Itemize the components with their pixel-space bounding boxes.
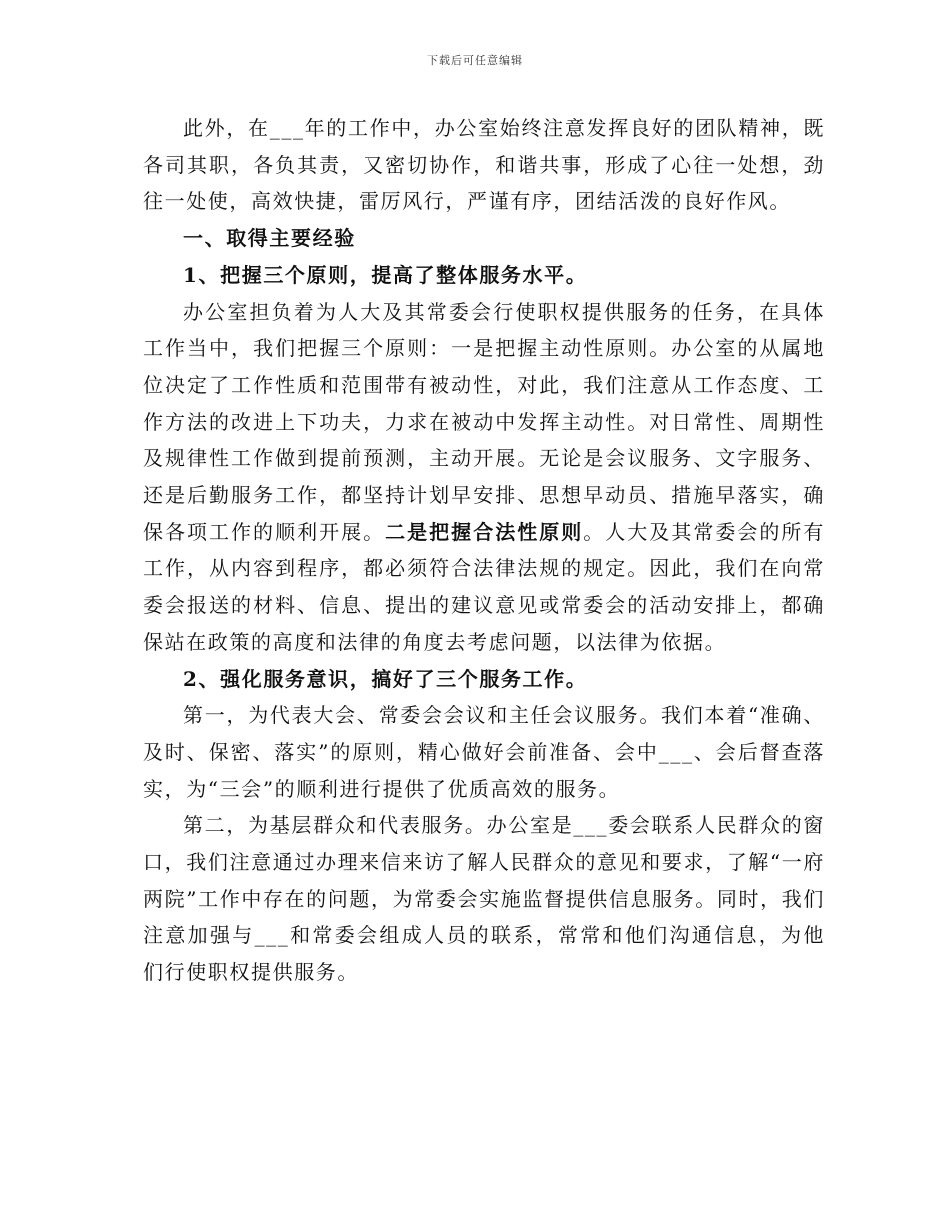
section-heading-experience: 一、取得主要经验	[183, 226, 356, 251]
principles-bold-legality: 二是把握合法性原则	[385, 519, 584, 544]
subheading-service-awareness: 2、强化服务意识，搞好了三个服务工作。	[183, 666, 588, 691]
principles-text-part2: 。人大及其常委会的所有工作，从内容到程序，都必须符合法律法规的规定。因此，我们在向常委会报送的材料、信息、提出的建议意见或常委会的活动安排上，都确保站在政策的高度和法律的角度去考虑问题，以法律为依据。	[143, 519, 825, 654]
paragraph-public-service: 第二，为基层群众和代表服务。办公室是___委会联系人民群众的窗口，我们注意通过办理来信来访了解人民群众的意见和要求，了解“一府两院”工作中存在的问题，为常委会实施监督提供信息服务。同时，我们注意加强与___和常委会组成人员的联系，常常和他们沟通信息，为他们行使职权提供服务。	[143, 813, 825, 985]
subheading-three-principles: 1、把握三个原则，提高了整体服务水平。	[183, 262, 588, 287]
paragraph-principles	[143, 294, 825, 661]
paragraph-team-spirit: 此外，在___年的工作中，办公室始终注意发挥良好的团队精神，既各司其职，各负其责，又密切协作，和谐共事，形成了心往一处想，劲往一处使，高效快捷，雷厉风行，严谨有序，团结活泼的良好作风。	[143, 116, 825, 214]
page-header: 下载后可任意编辑	[427, 54, 523, 67]
document-body	[143, 110, 825, 991]
paragraph-meeting-service: 第一，为代表大会、常委会会议和主任会议服务。我们本着“准确、及时、保密、落实”的原则，精心做好会前准备、会中___、会后督查落实，为“三会”的顺利进行提供了优质高效的服务。	[143, 703, 825, 801]
principles-text-part1: 办公室担负着为人大及其常委会行使职权提供服务的任务，在具体工作当中，我们把握三个原则：一是把握主动性原则。办公室的从属地位决定了工作性质和范围带有被动性，对此，我们注意从工作态度、工作方法的改进上下功夫，力求在被动中发挥主动性。对日常性、周期性及规律性工作做到提前预测，主动开展。无论是会议服务、文字服务、还是后勤服务工作，都坚持计划早安排、思想早动员、措施早落实，确保各项工作的顺利开展。	[143, 299, 825, 544]
